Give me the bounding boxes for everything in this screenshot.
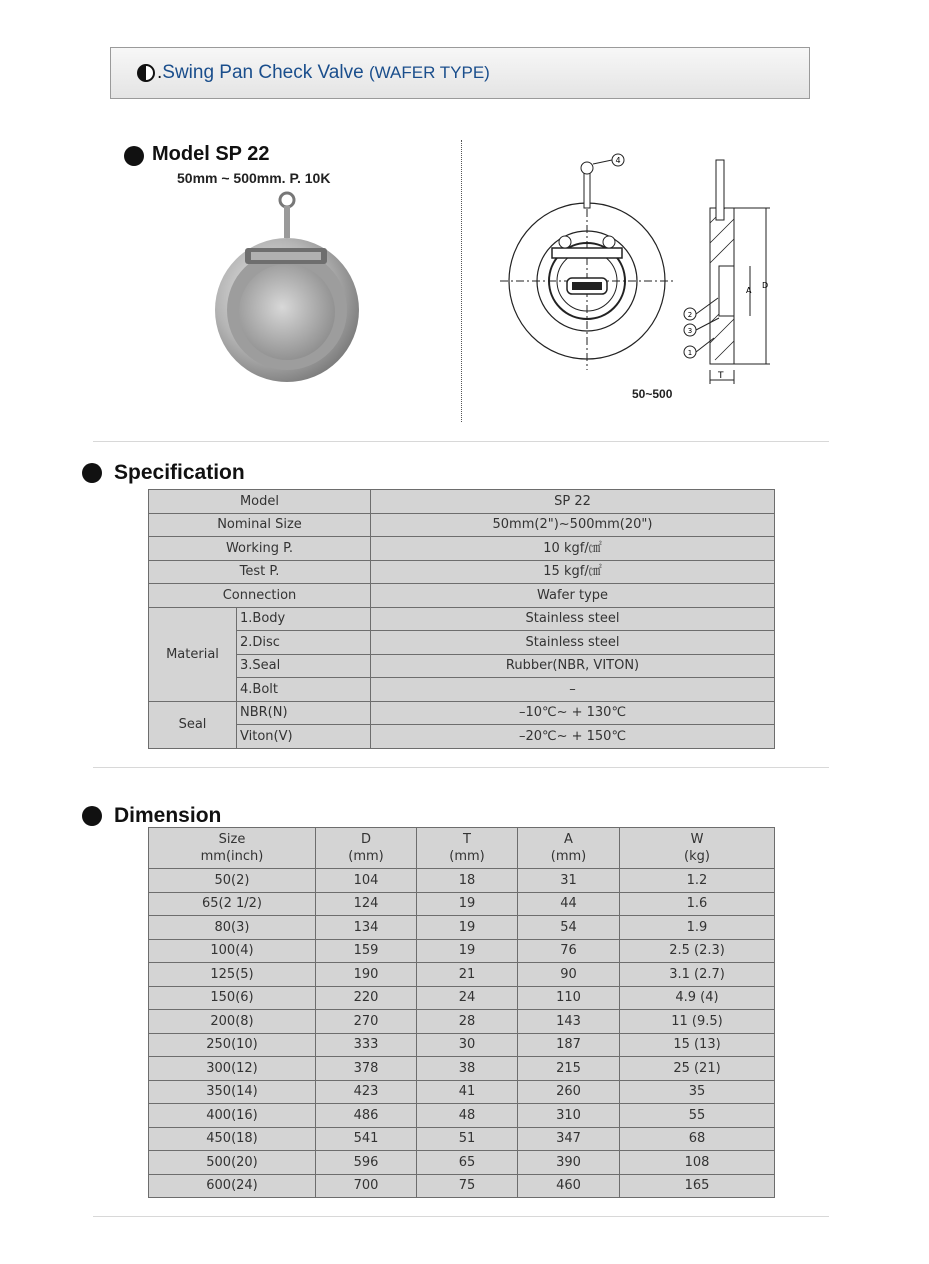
table-cell: 350(14) xyxy=(149,1080,316,1104)
table-row xyxy=(149,701,775,725)
table-cell: 600(24) xyxy=(149,1174,316,1198)
title-prefix: . xyxy=(157,62,163,83)
spec-label: Working P. xyxy=(149,537,371,561)
material-value: – xyxy=(371,678,775,702)
column-header xyxy=(620,828,775,869)
table-cell: 80(3) xyxy=(149,916,316,940)
seal-range: –10℃~ + 130℃ xyxy=(371,701,775,725)
table-cell: 300(12) xyxy=(149,1057,316,1081)
material-label: Material xyxy=(149,607,237,701)
table-row xyxy=(149,1127,775,1151)
material-part: 1.Body xyxy=(237,607,371,631)
table-cell: 55 xyxy=(620,1104,775,1128)
dim-label-a: A xyxy=(746,286,752,295)
table-cell: 15 (13) xyxy=(620,1033,775,1057)
material-value: Stainless steel xyxy=(371,607,775,631)
table-row xyxy=(149,986,775,1010)
callout-3: 3 xyxy=(687,327,693,335)
dim-label-d: D xyxy=(762,281,769,290)
model-title: Model SP 22 xyxy=(152,143,270,165)
material-value: Stainless steel xyxy=(371,631,775,655)
spec-value: 15 kgf/㎠ xyxy=(371,560,775,584)
table-cell: 48 xyxy=(417,1104,518,1128)
dimension-table xyxy=(148,827,775,1198)
page-title xyxy=(157,62,490,84)
column-header-unit: (mm) xyxy=(550,849,587,864)
table-cell: 215 xyxy=(518,1057,620,1081)
table-cell: 30 xyxy=(417,1033,518,1057)
table-cell: 11 (9.5) xyxy=(620,1010,775,1034)
divider xyxy=(93,441,829,442)
table-cell: 250(10) xyxy=(149,1033,316,1057)
title-subtitle: (WAFER TYPE) xyxy=(368,63,490,82)
dim-label-t: T xyxy=(718,371,724,381)
callout-4: 4 xyxy=(615,156,621,165)
divider xyxy=(93,1216,829,1217)
table-row xyxy=(149,1080,775,1104)
table-cell: 65 xyxy=(417,1151,518,1175)
table-cell: 35 xyxy=(620,1080,775,1104)
table-cell: 200(8) xyxy=(149,1010,316,1034)
material-part: 3.Seal xyxy=(237,654,371,678)
spec-value: 50mm(2")~500mm(20") xyxy=(371,513,775,537)
table-cell: 124 xyxy=(316,892,417,916)
table-cell: 159 xyxy=(316,939,417,963)
column-header-title: T xyxy=(463,832,471,847)
table-cell: 378 xyxy=(316,1057,417,1081)
table-row xyxy=(149,892,775,916)
seal-type: NBR(N) xyxy=(237,701,371,725)
table-row xyxy=(149,1151,775,1175)
table-cell: 18 xyxy=(417,869,518,893)
table-cell: 190 xyxy=(316,963,417,987)
table-cell: 541 xyxy=(316,1127,417,1151)
table-cell: 100(4) xyxy=(149,939,316,963)
table-cell: 270 xyxy=(316,1010,417,1034)
spec-label: Test P. xyxy=(149,560,371,584)
table-cell: 150(6) xyxy=(149,986,316,1010)
table-cell: 21 xyxy=(417,963,518,987)
bullet-icon xyxy=(124,146,144,166)
table-cell: 3.1 (2.7) xyxy=(620,963,775,987)
table-cell: 31 xyxy=(518,869,620,893)
table-cell: 165 xyxy=(620,1174,775,1198)
table-cell: 450(18) xyxy=(149,1127,316,1151)
table-cell: 50(2) xyxy=(149,869,316,893)
material-part: 2.Disc xyxy=(237,631,371,655)
half-circle-icon xyxy=(137,64,155,82)
table-cell: 500(20) xyxy=(149,1151,316,1175)
table-row xyxy=(149,963,775,987)
spec-value: Wafer type xyxy=(371,584,775,608)
section-title-dimension: Dimension xyxy=(114,804,222,827)
table-cell: 347 xyxy=(518,1127,620,1151)
column-header xyxy=(316,828,417,869)
column-header-title: Size xyxy=(218,832,246,847)
table-cell: 1.9 xyxy=(620,916,775,940)
callout-2: 2 xyxy=(687,311,693,319)
table-row xyxy=(149,725,775,749)
table-cell: 700 xyxy=(316,1174,417,1198)
table-row xyxy=(149,1033,775,1057)
table-row xyxy=(149,869,775,893)
table-cell: 75 xyxy=(417,1174,518,1198)
column-header-unit: mm(inch) xyxy=(200,849,264,864)
table-cell: 108 xyxy=(620,1151,775,1175)
divider xyxy=(93,767,829,768)
table-cell: 51 xyxy=(417,1127,518,1151)
table-cell: 423 xyxy=(316,1080,417,1104)
table-row xyxy=(149,631,775,655)
column-header xyxy=(518,828,620,869)
section-title-specification: Specification xyxy=(114,461,245,484)
table-cell: 28 xyxy=(417,1010,518,1034)
column-header-title: D xyxy=(360,832,371,847)
column-header-title: A xyxy=(564,832,573,847)
spec-label: Model xyxy=(149,490,371,514)
table-row xyxy=(149,1057,775,1081)
table-cell: 90 xyxy=(518,963,620,987)
table-row xyxy=(149,560,775,584)
column-header xyxy=(417,828,518,869)
table-cell: 333 xyxy=(316,1033,417,1057)
table-cell: 44 xyxy=(518,892,620,916)
table-cell: 110 xyxy=(518,986,620,1010)
table-cell: 2.5 (2.3) xyxy=(620,939,775,963)
table-cell: 187 xyxy=(518,1033,620,1057)
seal-range: –20℃~ + 150℃ xyxy=(371,725,775,749)
specification-table xyxy=(148,489,775,749)
table-cell: 486 xyxy=(316,1104,417,1128)
table-cell: 1.6 xyxy=(620,892,775,916)
table-cell: 260 xyxy=(518,1080,620,1104)
valve-photo xyxy=(205,190,365,385)
spec-value: SP 22 xyxy=(371,490,775,514)
table-cell: 41 xyxy=(417,1080,518,1104)
table-cell: 24 xyxy=(417,986,518,1010)
table-cell: 54 xyxy=(518,916,620,940)
table-cell: 19 xyxy=(417,892,518,916)
table-row xyxy=(149,654,775,678)
title-main: Swing Pan Check Valve xyxy=(162,62,364,83)
table-row xyxy=(149,1174,775,1198)
material-part: 4.Bolt xyxy=(237,678,371,702)
table-cell: 104 xyxy=(316,869,417,893)
table-row xyxy=(149,678,775,702)
table-row xyxy=(149,490,775,514)
table-row xyxy=(149,537,775,561)
table-cell: 19 xyxy=(417,916,518,940)
table-cell: 390 xyxy=(518,1151,620,1175)
title-banner xyxy=(110,47,810,99)
table-cell: 1.2 xyxy=(620,869,775,893)
table-row xyxy=(149,939,775,963)
table-cell: 38 xyxy=(417,1057,518,1081)
bullet-icon xyxy=(82,463,102,483)
table-cell: 68 xyxy=(620,1127,775,1151)
table-cell: 134 xyxy=(316,916,417,940)
bullet-icon xyxy=(82,806,102,826)
table-cell: 4.9 (4) xyxy=(620,986,775,1010)
table-cell: 596 xyxy=(316,1151,417,1175)
table-row xyxy=(149,584,775,608)
divider-dotted xyxy=(461,140,462,422)
table-cell: 125(5) xyxy=(149,963,316,987)
table-cell: 25 (21) xyxy=(620,1057,775,1081)
table-row xyxy=(149,1010,775,1034)
callout-1: 1 xyxy=(687,349,693,357)
spec-value: 10 kgf/㎠ xyxy=(371,537,775,561)
table-cell: 220 xyxy=(316,986,417,1010)
table-cell: 19 xyxy=(417,939,518,963)
table-cell: 400(16) xyxy=(149,1104,316,1128)
seal-label: Seal xyxy=(149,701,237,748)
column-header-title: W xyxy=(690,832,704,847)
column-header xyxy=(149,828,316,869)
table-cell: 460 xyxy=(518,1174,620,1198)
table-cell: 65(2 1/2) xyxy=(149,892,316,916)
column-header-unit: (kg) xyxy=(684,849,710,864)
valve-technical-drawing xyxy=(500,148,790,388)
table-row xyxy=(149,1104,775,1128)
column-header-unit: (mm) xyxy=(348,849,384,864)
spec-label: Nominal Size xyxy=(149,513,371,537)
column-header-unit: (mm) xyxy=(449,849,485,864)
table-cell: 76 xyxy=(518,939,620,963)
table-row xyxy=(149,513,775,537)
material-value: Rubber(NBR, VITON) xyxy=(371,654,775,678)
table-row xyxy=(149,607,775,631)
spec-label: Connection xyxy=(149,584,371,608)
drawing-range: 50~500 xyxy=(632,387,673,401)
table-cell: 143 xyxy=(518,1010,620,1034)
table-row xyxy=(149,916,775,940)
table-cell: 310 xyxy=(518,1104,620,1128)
seal-type: Viton(V) xyxy=(237,725,371,749)
model-range: 50mm ~ 500mm. P. 10K xyxy=(177,170,331,186)
table-header-row xyxy=(149,828,775,869)
